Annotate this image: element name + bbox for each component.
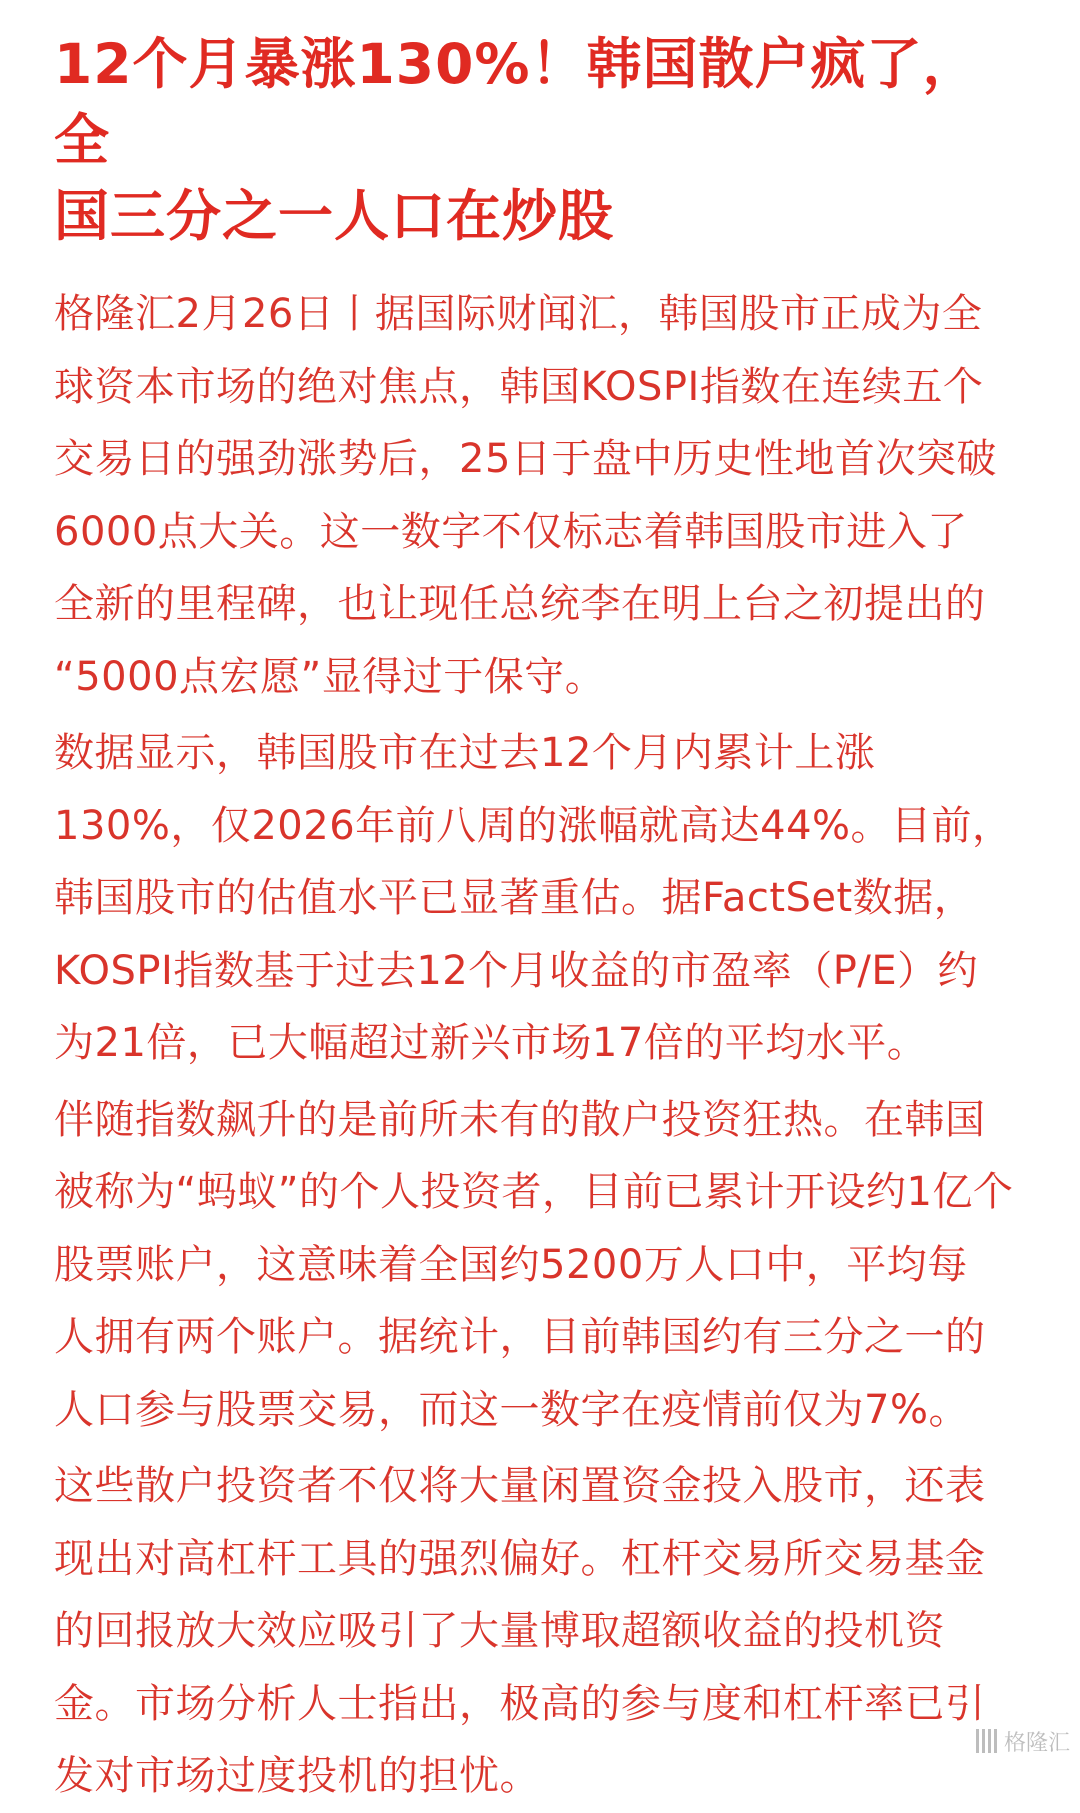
text-line: 格隆汇2月26日丨据国际财闻汇，韩国股市正成为全: [54, 291, 983, 337]
text-line: “5000点宏愿”显得过于保守。: [54, 653, 606, 700]
title-line: 国三分之一人口在炒股: [54, 184, 615, 248]
text-line: 股票账户，这意味着全国约5200万人口中，平均每: [54, 1241, 968, 1288]
text-line: 被称为“蚂蚁”的个人投资者，目前已累计开设约1亿个: [54, 1169, 1014, 1215]
watermark: [976, 1721, 1070, 1761]
text-line: 球资本市场的绝对焦点，韩国KOSPI指数在连续五个: [54, 363, 984, 410]
text-line: 现出对高杠杆工具的强烈偏好。杠杆交易所交易基金: [54, 1535, 986, 1582]
text-line: 金。市场分析人士指出，极高的参与度和杠杆率已引: [54, 1680, 986, 1727]
paragraph-data: [54, 717, 1034, 1080]
text-line: 6000点大关。这一数字不仅标志着韩国股市进入了: [54, 508, 968, 555]
article-body: [54, 278, 1034, 1813]
watermark-text: 格隆汇: [1003, 1730, 1070, 1756]
article-title: [54, 26, 1034, 254]
text-line: 交易日的强劲涨势后，25日于盘中历史性地首次突破: [54, 436, 997, 482]
paragraph-retail: [54, 1084, 1034, 1447]
paragraph-leverage: [54, 1450, 1034, 1813]
text-line: 发对市场过度投机的担忧。: [54, 1753, 540, 1799]
text-line: 130%，仅2026年前八周的涨幅就高达44%。目前，: [54, 802, 1013, 849]
article: [54, 26, 1034, 1813]
text-line: 伴随指数飙升的是前所未有的散户投资狂热。在韩国: [54, 1096, 986, 1143]
text-line: 的回报放大效应吸引了大量博取超额收益的投机资: [54, 1608, 945, 1654]
text-line: 这些散户投资者不仅将大量闲置资金投入股市，还表: [54, 1463, 986, 1509]
text-line: 人口参与股票交易，而这一数字在疫情前仅为7%。: [54, 1386, 969, 1433]
text-line: 全新的里程碑，也让现任总统李在明上台之初提出的: [54, 581, 986, 627]
text-line: 数据显示，韩国股市在过去12个月内累计上涨: [54, 730, 876, 776]
text-line: 为21倍，已大幅超过新兴市场17倍的平均水平。: [54, 1020, 928, 1066]
text-line: 韩国股市的估值水平已显著重估。据FactSet数据，: [54, 875, 975, 921]
paragraph-intro: [54, 278, 1034, 713]
text-line: KOSPI指数基于过去12个月收益的市盈率（P/E）约: [54, 947, 979, 994]
title-line: 12个月暴涨130%！韩国散户疯了，全: [54, 32, 979, 172]
barcode-icon: [976, 1729, 998, 1753]
text-line: 人拥有两个账户。据统计，目前韩国约有三分之一的: [54, 1314, 986, 1360]
